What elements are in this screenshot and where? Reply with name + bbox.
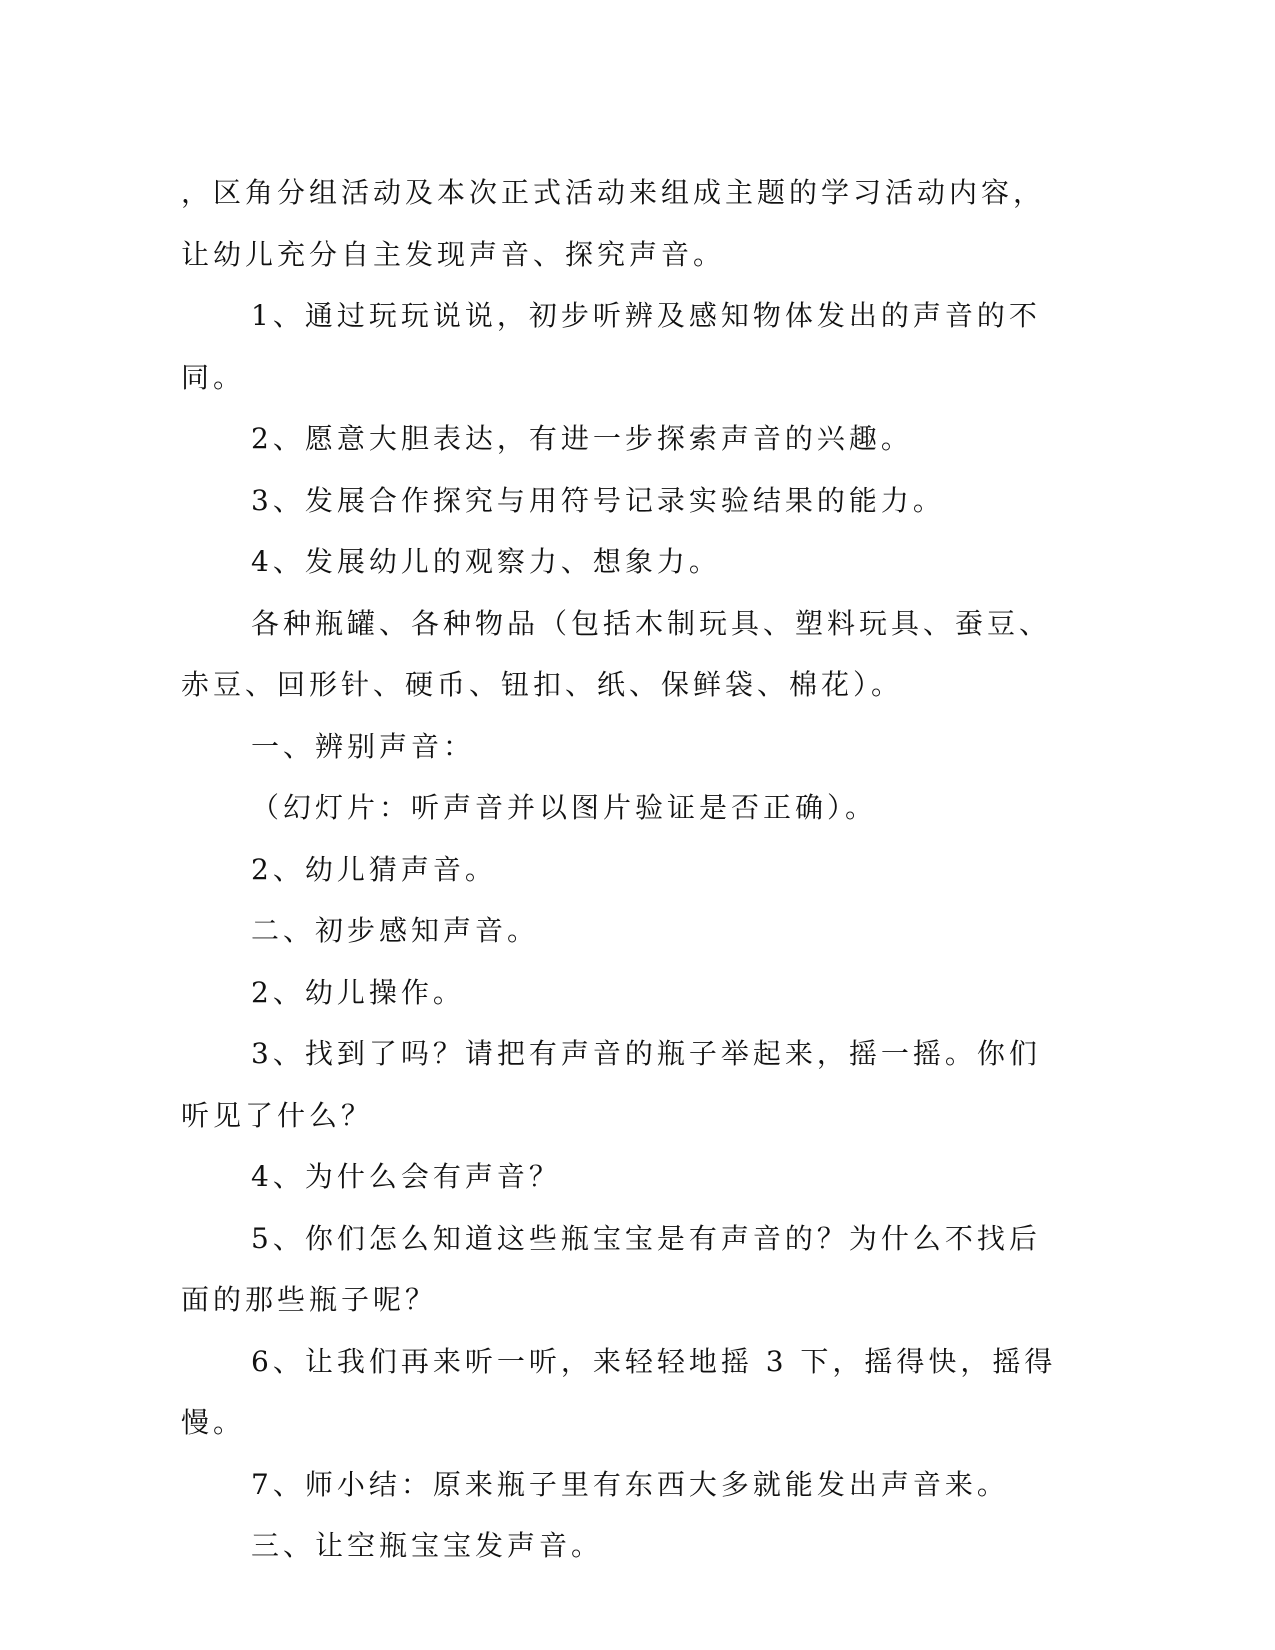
paragraph-materials: 各种瓶罐、各种物品（包括木制玩具、塑料玩具、蚕豆、赤豆、回形针、硬币、钮扣、纸、保鲜袋、棉花）。 bbox=[181, 606, 1052, 701]
paragraph-slideshow-note: （幻灯片：听声音并以图片验证是否正确）。 bbox=[251, 791, 878, 824]
paragraph-step-3: 3、找到了吗？请把有声音的瓶子举起来，摇一摇。你们听见了什么？ bbox=[181, 1037, 1041, 1132]
paragraph-step-7: 7、师小结：原来瓶子里有东西大多就能发出声音来。 bbox=[251, 1467, 1009, 1501]
paragraph-goal-3: 3、发展合作探究与用符号记录实验结果的能力。 bbox=[251, 483, 945, 517]
paragraph-intro-continuation: ，区角分组活动及本次正式活动来组成主题的学习活动内容，让幼儿充分自主发现声音、探究声音。 bbox=[181, 176, 1046, 271]
paragraph-step-4: 4、为什么会有声音？ bbox=[251, 1160, 561, 1193]
paragraph-section-2-heading: 二、初步感知声音。 bbox=[251, 914, 540, 947]
paragraph-goal-1: 1、通过玩玩说说，初步听辨及感知物体发出的声音的不同。 bbox=[181, 299, 1041, 394]
paragraph-section-1-heading: 一、辨别声音： bbox=[251, 729, 476, 763]
document-body bbox=[181, 162, 1061, 1577]
paragraph-section-3-heading: 三、让空瓶宝宝发声音。 bbox=[251, 1529, 604, 1562]
paragraph-step-5: 5、你们怎么知道这些瓶宝宝是有声音的？为什么不找后面的那些瓶子呢？ bbox=[181, 1221, 1041, 1316]
paragraph-goal-2: 2、愿意大胆表达，有进一步探索声音的兴趣。 bbox=[251, 422, 913, 455]
paragraph-step-guess: 2、幼儿猜声音。 bbox=[251, 852, 497, 886]
paragraph-step-6: 6、让我们再来听一听，来轻轻地摇 3 下，摇得快，摇得慢。 bbox=[181, 1344, 1057, 1439]
paragraph-goal-4: 4、发展幼儿的观察力、想象力。 bbox=[251, 545, 721, 578]
paragraph-step-operate: 2、幼儿操作。 bbox=[251, 975, 465, 1009]
